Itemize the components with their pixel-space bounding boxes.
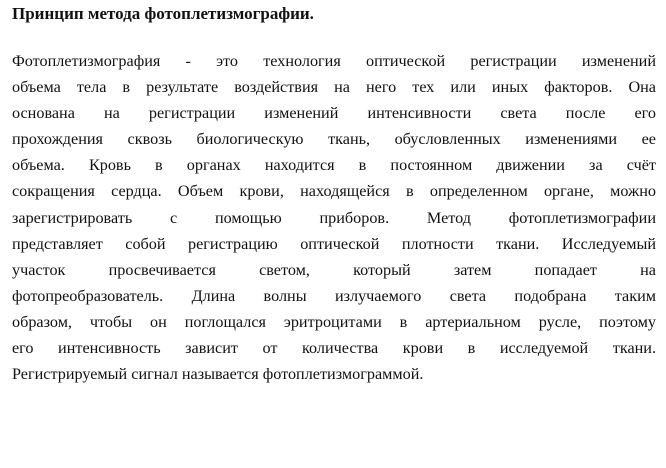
body-paragraph — [12, 48, 656, 387]
paragraph-line: фотопреобразователь. Длина волны излучаемого света подобрана таким — [12, 286, 656, 305]
paragraph-line: Регистрируемый сигнал называется фотоплетизмограммой. — [12, 365, 424, 384]
paragraph-line: его интенсивность зависит от количества крови в исследуемой ткани. — [12, 339, 656, 358]
paragraph-line: участок просвечивается светом, который затем попадает на — [12, 260, 656, 279]
paragraph-line: образом, чтобы он поглощался эритроцитами в артериальном русле, поэтому — [12, 312, 656, 331]
paragraph-line: зарегистрировать с помощью приборов. Метод фотоплетизмографии — [12, 208, 656, 227]
paragraph-line: представляет собой регистрацию оптической плотности ткани. Исследуемый — [12, 234, 656, 253]
paragraph-line: объема тела в результате воздействия на него тех или иных факторов. Она — [12, 78, 656, 97]
paragraph-line: Фотоплетизмография - это технология оптической регистрации изменений — [12, 52, 656, 70]
document-heading: Принцип метода фотоплетизмографии. — [12, 4, 314, 23]
paragraph-line: основана на регистрации изменений интенсивности света после его — [12, 104, 656, 123]
paragraph-line: прохождения сквозь биологическую ткань, обусловленных изменениями ее — [12, 130, 656, 149]
paragraph-line: объема. Кровь в органах находится в постоянном движении за счёт — [12, 156, 656, 175]
paragraph-line: сокращения сердца. Объем крови, находящейся в определенном органе, можно — [12, 182, 656, 201]
